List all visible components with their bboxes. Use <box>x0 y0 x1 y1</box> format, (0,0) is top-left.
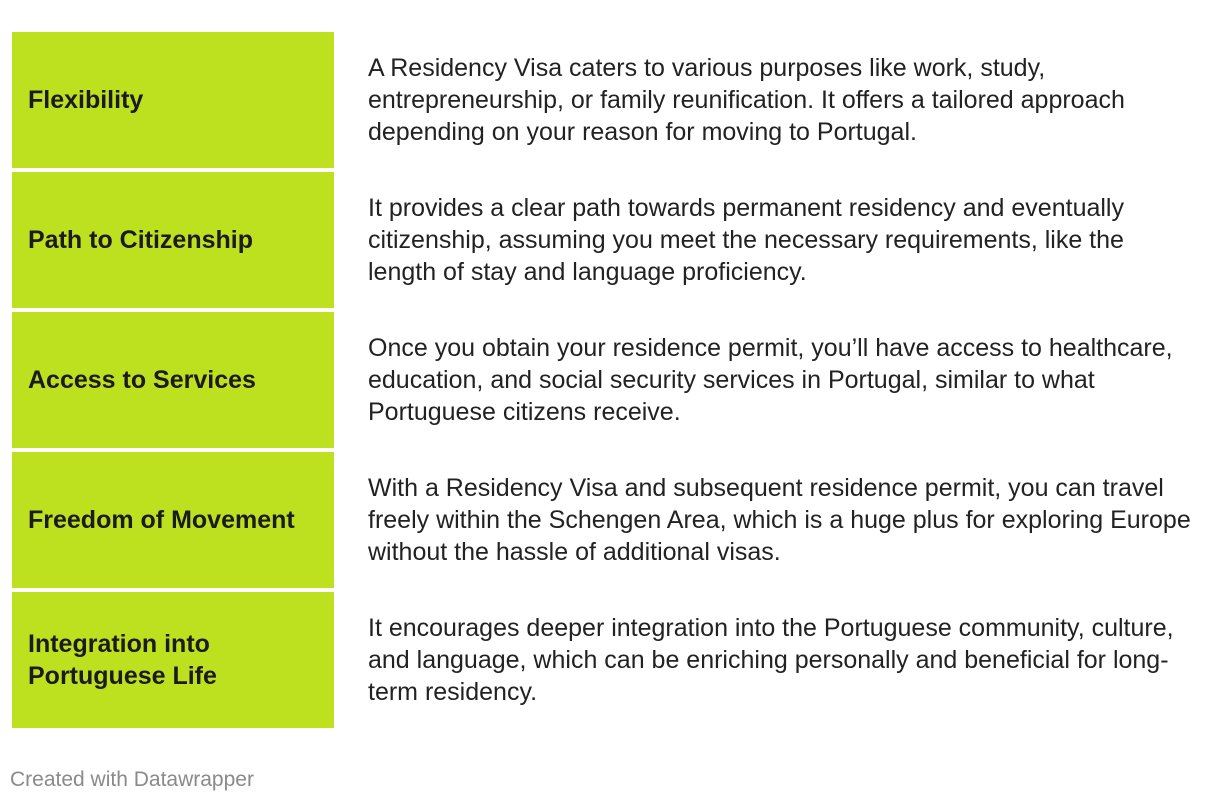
table-row <box>12 32 1192 172</box>
row-label: Freedom of Movement <box>12 452 334 588</box>
row-description: A Residency Visa caters to various purposes like work, study, entrepreneurship, or family reunification. It offers a tailored approach depending on your reason for moving to Portugal. <box>368 54 1125 146</box>
row-description: It provides a clear path towards permanent residency and eventually citizenship, assuming you meet the necessary requirements, like the length of stay and language proficiency. <box>368 194 1124 286</box>
row-label: Access to Services <box>12 312 334 448</box>
datawrapper-credit[interactable]: Created with Datawrapper <box>10 768 254 791</box>
row-description: With a Residency Visa and subsequent residence permit, you can travel freely within the Schengen Area, which is a huge plus for exploring Europe without the hassle of additional visas. <box>368 474 1191 566</box>
table-row <box>12 172 1192 312</box>
table-row <box>12 312 1192 452</box>
row-label: Flexibility <box>12 32 334 168</box>
table-row <box>12 592 1192 732</box>
table-row <box>12 452 1192 592</box>
row-label: Integration into Portuguese Life <box>12 592 334 728</box>
row-label: Path to Citizenship <box>12 172 334 308</box>
row-description: It encourages deeper integration into the Portuguese community, culture, and language, which can be enriching personally and beneficial for long-term residency. <box>368 614 1174 706</box>
benefits-table <box>12 32 1192 732</box>
row-description: Once you obtain your residence permit, you’ll have access to healthcare, education, and social security services in Portugal, similar to what Portuguese citizens receive. <box>368 334 1173 426</box>
